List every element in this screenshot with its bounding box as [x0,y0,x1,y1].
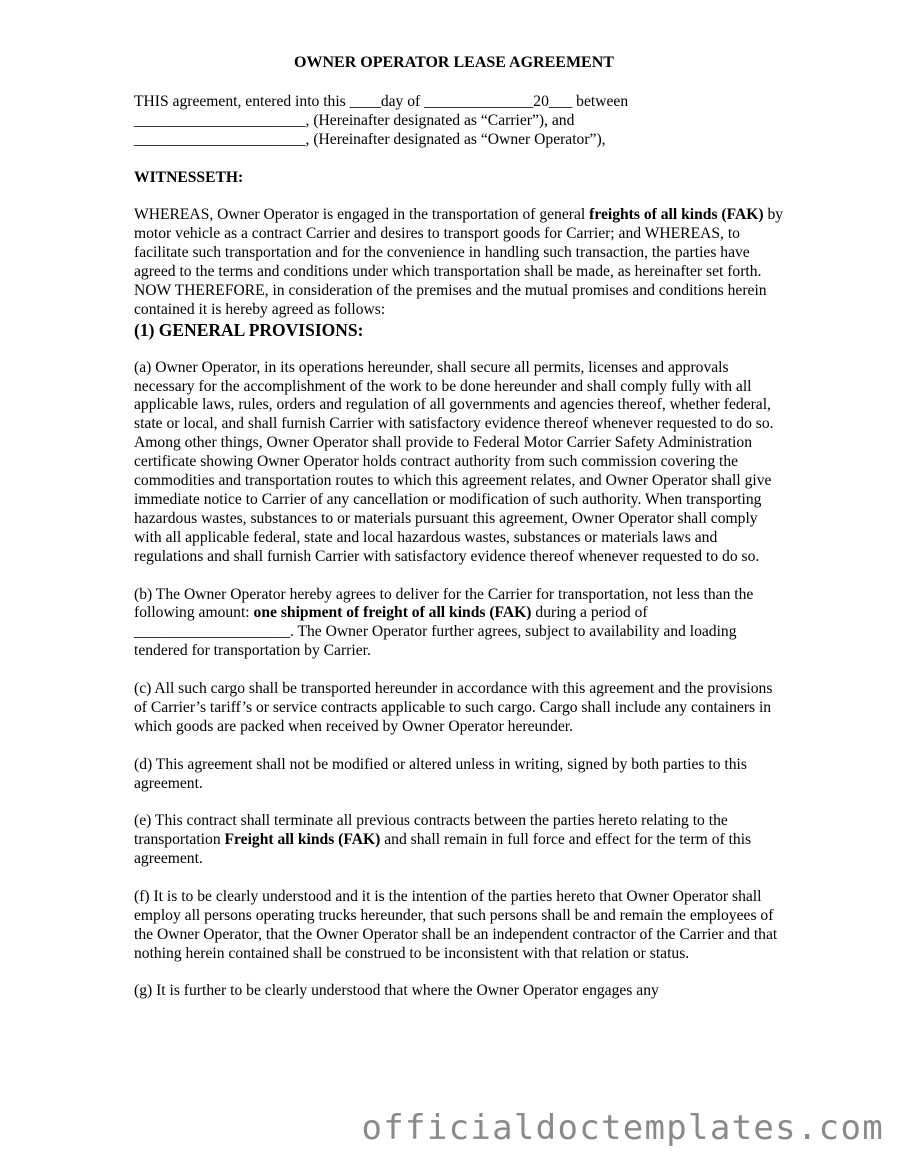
spacer [134,661,784,680]
now-therefore-paragraph: NOW THEREFORE, in consideration of the premises and the mutual promises and conditions herein contained it is hereby agreed as follows: [134,281,767,318]
spacer [134,567,784,586]
paragraph-e-bold: Freight all kinds (FAK) [224,831,381,849]
paragraph-b-text-2: during a period of ____________________. The Owner Operator further agrees, subject to availability and loading tendered for transportation by Carrier. [134,604,737,660]
watermark-text: officialdoctemplates.com [361,1108,884,1148]
spacer [134,793,784,812]
paragraph-g: (g) It is further to be clearly understood that where the Owner Operator engages any [134,982,659,1000]
paragraph-b [134,586,784,662]
whereas-text-1: WHEREAS, Owner Operator is engaged in the transportation of general [134,206,590,224]
section-1-heading: (1) GENERAL PROVISIONS: [134,319,364,340]
paragraph-a: (a) Owner Operator, in its operations hereunder, shall secure all permits, licenses and approvals necessary for the accomplishment of the work to be done hereunder and shall comply fully with all applicable laws, rules, orders and regulation of all governments and agencies thereof, whether federal, state or local, and shall furnish Carrier with satisfactory evidence thereof whenever requested to do so. Among other things, Owner Operator shall provide to Federal Motor Carrier Safety Administration certificate showing Owner Operator holds contract authority from such commission covering the commodities and transportation routes to which this agreement relates, and Owner Operator shall give immediate notice to Carrier of any cancellation or modification of such authority. When transporting hazardous wastes, substances to or materials pursuant this agreement, Owner Operator shall comply with all applicable federal, state and local hazardous wastes, substances or materials laws and regulations and shall furnish Carrier with satisfactory evidence thereof whenever requested to do so. [134,358,774,565]
paragraph-e-text-2: and shall remain in full force and effect for the term of this agreement. [134,831,752,868]
spacer [134,737,784,756]
spacer [134,340,784,359]
whereas-text-2: by motor vehicle as a contract Carrier and desires to transport goods for Carrier; and WHEREAS, to facilitate such transportation and for the convenience in handling such transaction, the parties have agreed to the terms and conditions under which transportation shall be made, as hereinafter set forth. [134,206,784,281]
document-body [134,54,784,1001]
paragraph-e-text-1: (e) This contract shall terminate all previous contracts between the parties hereto relating to the transportation [134,812,728,849]
intro-line-1: THIS agreement, entered into this ____day of ______________20___ between [134,92,629,110]
spacer [134,964,784,983]
intro-line-2: ______________________, (Hereinafter designated as “Carrier”), and [134,111,575,129]
witnesseth-heading: WITNESSETH: [134,168,244,186]
spacer [134,187,784,206]
whereas-bold-fak: freights of all kinds (FAK) [589,206,764,224]
spacer [134,150,784,169]
spacer [134,869,784,888]
intro-line-3: ______________________, (Hereinafter designated as “Owner Operator”), [134,130,606,148]
document-title: OWNER OPERATOR LEASE AGREEMENT [294,54,614,71]
paragraph-c: (c) All such cargo shall be transported hereunder in accordance with this agreement and the provisions of Carrier’s tariff’s or service contracts applicable to such cargo. Cargo shall include any containers in which goods are packed when received by Owner Operator hereunder. [134,680,773,735]
paragraph-b-text-1: (b) The Owner Operator hereby agrees to deliver for the Carrier for transportation, not less than the following amount: [134,585,754,622]
paragraph-e [134,812,784,869]
paragraph-d: (d) This agreement shall not be modified or altered unless in writing, signed by both parties to this agreement. [134,755,747,792]
whereas-paragraph [134,206,784,282]
paragraph-f: (f) It is to be clearly understood and it is the intention of the parties hereto that Owner Operator shall employ all persons operating trucks hereunder, that such persons shall be and remain the employees of the Owner Operator, that the Owner Operator shall be an independent contractor of the Carrier and that nothing herein contained shall be construed to be inconsistent with that relation or status. [134,887,778,962]
paragraph-b-bold: one shipment of freight of all kinds (FAK) [253,604,532,622]
